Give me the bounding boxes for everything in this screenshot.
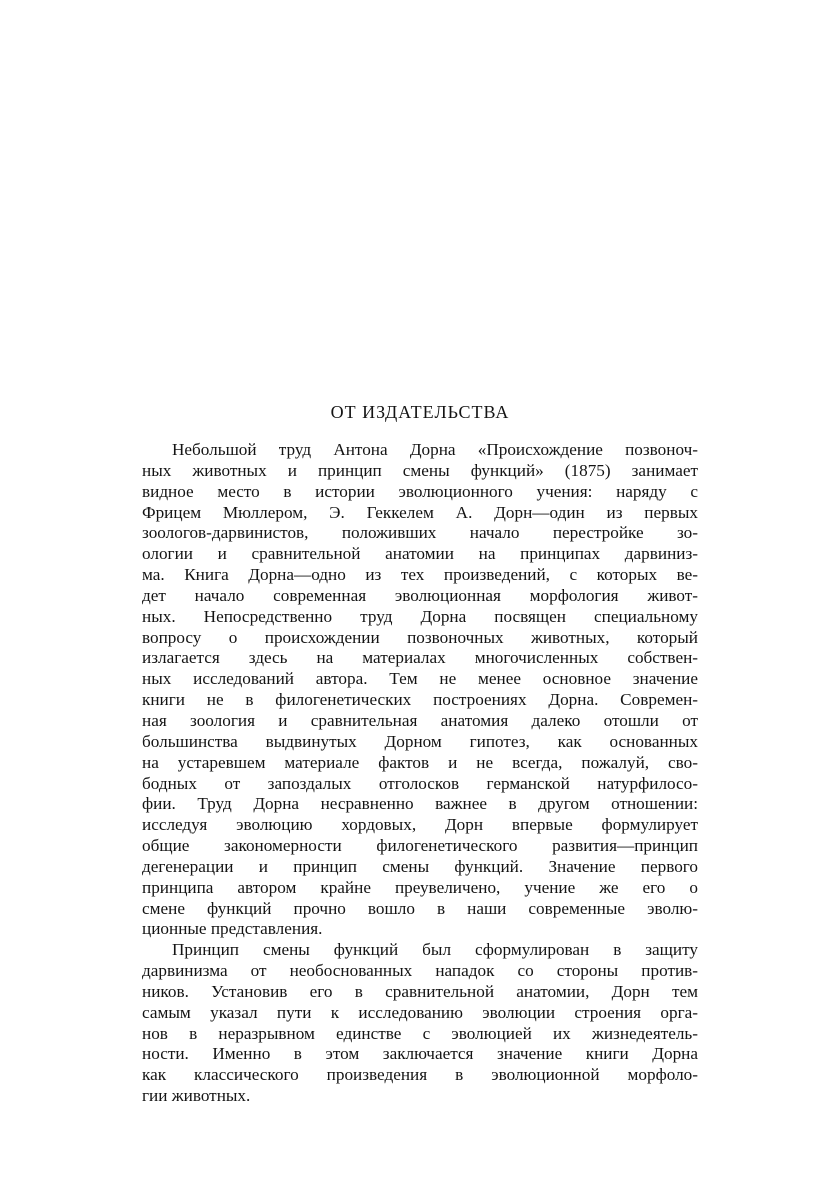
text-line: исследуя эволюцию хордовых, Дорн впервые формулирует [142,815,698,835]
body-text [142,440,698,1107]
text-line: большинства выдвинутых Дорном гипотез, как основанных [142,731,698,751]
text-line: самым указал пути к исследованию эволюции строения орга- [142,1002,698,1022]
text-line: видное место в истории эволюционного учения: наряду с [142,481,698,501]
text-line: ных животных и принцип смены функций» (1875) занимает [142,460,698,480]
text-line: ности. Именно в этом заключается значение книги Дорна [142,1044,698,1064]
text-line: ная зоология и сравнительная анатомия далеко отошли от [142,710,698,730]
text-line: зоологов-дарвинистов, положивших начало перестройке зо- [142,523,698,543]
text-line: ных. Непосредственно труд Дорна посвящен специальному [142,606,698,626]
text-line: книги не в филогенетических построениях Дорна. Современ- [142,690,698,710]
text-line: как классического произведения в эволюционной морфоло- [142,1065,698,1085]
paragraph-2 [142,940,698,1107]
text-line: ма. Книга Дорна—одно из тех произведений, с которых ве- [142,565,698,585]
text-line: ников. Установив его в сравнительной анатомии, Дорн тем [142,981,698,1001]
text-line: принципа автором крайне преувеличено, учение же его о [142,877,698,897]
paragraph-1 [142,440,698,940]
text-line: Принцип смены функций был сформулирован в защиту [172,940,698,960]
text-line: излагается здесь на материалах многочисленных собствен- [142,648,698,668]
text-line: ных исследований автора. Тем не менее основное значение [142,669,698,689]
text-line: общие закономерности филогенетического развития—принцип [142,836,698,856]
page-title: ОТ ИЗДАТЕЛЬСТВА [330,402,510,422]
text-line: смене функций прочно вошло в наши современные эволю- [142,898,698,918]
text-line: ционные представления. [142,919,323,939]
text-line: фии. Труд Дорна несравненно важнее в другом отношении: [142,794,698,814]
text-line: дарвинизма от необоснованных нападок со стороны против- [142,961,698,981]
text-line: Небольшой труд Антона Дорна «Происхождение позвоноч- [172,440,698,459]
text-line: Фрицем Мюллером, Э. Геккелем А. Дорн—один из первых [142,502,698,522]
text-line: нов в неразрывном единстве с эволюцией их жизнедеятель- [142,1023,698,1043]
text-line: дет начало современная эволюционная морфология живот- [142,585,698,605]
text-line: ологии и сравнительной анатомии на принципах дарвиниз- [142,544,698,564]
text-line: дегенерации и принцип смены функций. Значение первого [142,856,698,876]
text-line: гии животных. [142,1086,251,1106]
text-line: на устаревшем материале фактов и не всегда, пожалуй, сво- [142,752,698,772]
text-line: вопросу о происхождении позвоночных животных, который [142,627,698,647]
text-line: бодных от запоздалых отголосков германской натурфилосо- [142,773,698,793]
